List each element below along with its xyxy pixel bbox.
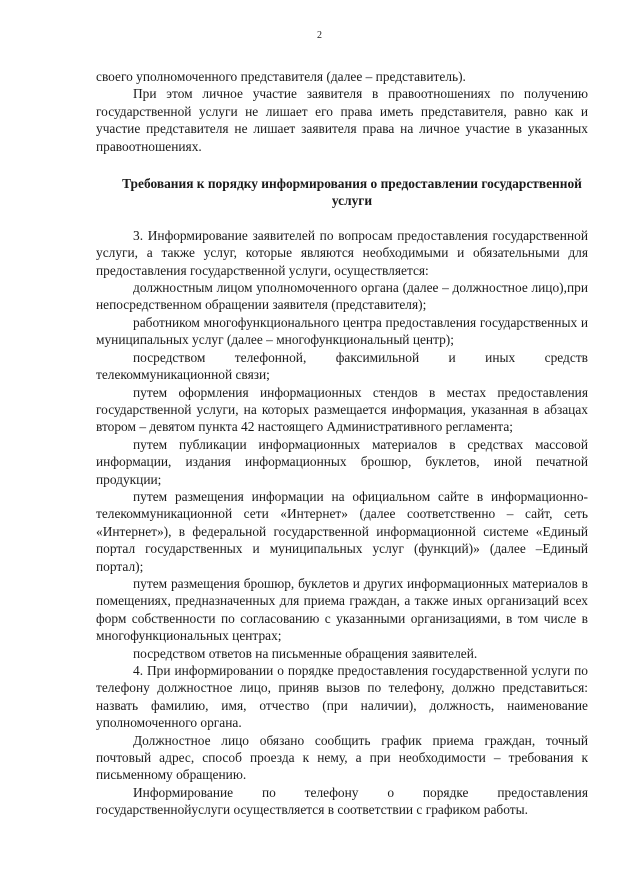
document-body — [96, 68, 588, 819]
paragraph: путем публикации информационных материалов в средствах массовой информации, издания информационных брошюр, буклетов, иной печатной продукции; — [96, 436, 588, 487]
paragraph: посредством телефонной, факсимильной и иных средств телекоммуникационной связи; — [96, 349, 588, 383]
paragraph: При этом личное участие заявителя в правоотношениях по получению государственной услуги не лишает его права иметь представителя, равно как и участие представителя не лишает заявителя права на личное участие в указанных правоотношениях. — [96, 86, 588, 154]
paragraph: работником многофункционального центра предоставления государственных и муниципальных услуг (далее – многофункциональный центр); — [96, 314, 588, 348]
paragraph: путем оформления информационных стендов в местах предоставления государственной услуги, на которых размещается информация, указанная в абзацах втором – девятом пункта 42 настоящего Административного регламента; — [96, 384, 588, 435]
paragraph: посредством ответов на письменные обращения заявителей. — [133, 645, 478, 661]
paragraph: путем размещения информации на официальном сайте в информационно- телекоммуникационной сети «Интернет» (далее соответственно – сайт, сеть «Интернет»), в федеральной государственной информационной системе «Единый портал государственных и муниципальных услуг (функций)» (далее –Единый портал); — [96, 488, 588, 574]
paragraph: путем размещения брошюр, буклетов и других информационных материалов в помещениях, предназначенных для приема граждан, а также иных организаций всех форм собственности по согласованию с указанными организациями, в том числе в многофункциональных центрах; — [96, 575, 588, 644]
paragraph: своего уполномоченного представителя (далее – представитель). — [96, 69, 466, 84]
section-heading: Требования к порядку информирования о предоставлении государственной услуги — [122, 176, 582, 209]
paragraph: должностным лицом уполномоченного органа (далее – должностное лицо),при непосредственном обращении заявителя (представителя); — [96, 280, 588, 313]
paragraph: 3. Информирование заявителей по вопросам предоставления государственной услуги, а также услуг, которые являются необходимыми и обязательными для предоставления государственной услуги, осуществляется: — [96, 227, 588, 278]
paragraph: 4. При информировании о порядке предоставления государственной услуги по телефону должностное лицо, приняв вызов по телефону, должно представиться: назвать фамилию, имя, отчество (при наличии), должность, наименование уполномоченного органа. — [96, 663, 588, 731]
page-number: 2 — [317, 30, 322, 41]
paragraph: Должностное лицо обязано сообщить график приема граждан, точный почтовый адрес, способ проезда к нему, а при необходимости – требования к письменному обращению. — [96, 732, 588, 783]
paragraph: Информирование по телефону о порядке предоставления государственнойуслуги осуществляется в соответствии с графиком работы. — [96, 784, 588, 818]
